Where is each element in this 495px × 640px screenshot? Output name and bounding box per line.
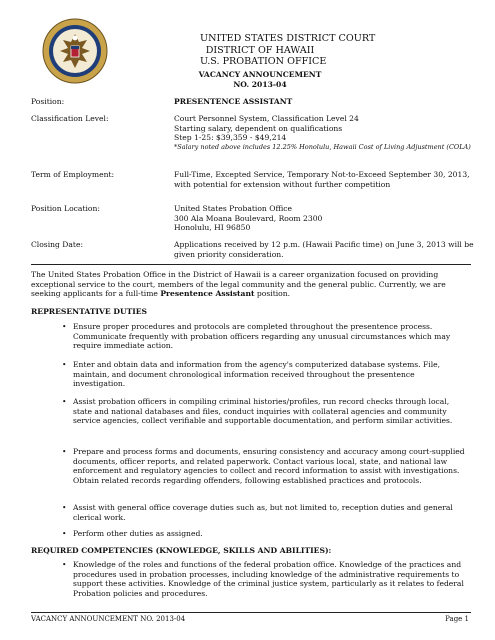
header-divider <box>31 264 471 265</box>
bullet-icon: • <box>62 360 67 369</box>
duty-item: Prepare and process forms and documents, ensuring consistency and accuracy among court-supplied documents, officer reports, and related paperwork. Contact various local, state, and national law enforcement and regulatory agencies to collect and record information to assist with investigations. Obtain related records regarding offenders, following established practices and protocols. <box>73 447 465 485</box>
duty-item: Perform other duties as assigned. <box>73 529 203 538</box>
competency-item: Knowledge of the roles and functions of the federal probation office. Knowledge of the practices and procedures used in probation processes, including knowledge of the administrative requirements to support these activities. Knowledge of the criminal justice system, particularly as it relates to federal Probation policies and procedures. <box>73 560 464 598</box>
position-label: Position: <box>31 97 65 106</box>
intro-text: The United States Probation Office in the District of Hawaii is a career organization focused on providing exceptional service to the court, members of the legal community and the general public. Currently, we are seeking applicants for a full-time <box>31 270 446 299</box>
classification-line: Step 1-25: $39,359 - $49,214 <box>174 133 287 143</box>
classification-label: Classification Level: <box>31 114 109 123</box>
classification-line: Starting salary, dependent on qualifications <box>174 123 343 133</box>
footer-divider <box>31 612 471 613</box>
district-name: DISTRICT OF HAWAII <box>205 44 315 56</box>
classification-value <box>174 114 474 151</box>
intro-position-name: Presentence Assistant <box>160 289 255 299</box>
term-value: Full-Time, Excepted Service, Temporary Not-to-Exceed September 30, 2013, with potential for extension without further competition <box>174 170 470 189</box>
footer-announcement: VACANCY ANNOUNCEMENT NO. 2013-04 <box>31 615 186 623</box>
duty-item: Assist probation officers in compiling criminal histories/profiles, run record checks through local, state and national databases and files, conduct inquiries with collateral agencies and community service agencies, collect verifiable and supportable documentation, and perform similar activities. <box>73 397 453 426</box>
court-name: UNITED STATES DISTRICT COURT <box>200 33 376 44</box>
bullet-icon: • <box>62 447 67 456</box>
closing-value: Applications received by 12 p.m. (Hawaii Pacific time) on June 3, 2013 will be given priority consideration. <box>174 240 474 259</box>
bullet-icon: • <box>62 397 67 406</box>
court-header <box>200 33 376 68</box>
court-seal-icon <box>42 18 108 84</box>
location-value <box>174 204 474 233</box>
bullet-icon: • <box>62 560 67 569</box>
bullet-icon: • <box>62 529 67 538</box>
announcement-number: NO. 2013-04 <box>233 80 287 89</box>
duty-item: Assist with general office coverage duties such as, but not limited to, reception duties and general clerical work. <box>73 503 453 522</box>
salary-note: *Salary noted above includes 12.25% Honolulu, Hawaii Cost of Living Adjustment (COLA) <box>174 142 471 151</box>
office-name: U.S. PROBATION OFFICE <box>200 56 327 68</box>
duties-title: REPRESENTATIVE DUTIES <box>31 307 148 316</box>
intro-text-end: position. <box>254 289 291 299</box>
classification-line: Court Personnel System, Classification Level 24 <box>174 114 359 123</box>
closing-label: Closing Date: <box>31 240 84 249</box>
location-label: Position Location: <box>31 204 100 213</box>
bullet-icon: • <box>62 503 67 512</box>
duty-item: Ensure proper procedures and protocols are completed throughout the presentence process. Communicate frequently with probation officers regarding any unusual circumstances which may require immediate action. <box>73 322 451 351</box>
duty-item: Enter and obtain data and information from the agency's computerized database systems. File, maintain, and document chronological information received throughout the presentence investigation. <box>73 360 441 389</box>
vacancy-heading <box>165 70 355 90</box>
intro-paragraph <box>31 270 469 299</box>
competencies-title: REQUIRED COMPETENCIES (KNOWLEDGE, SKILLS AND ABILITIES): <box>31 546 332 555</box>
bullet-icon: • <box>62 322 67 331</box>
term-label: Term of Employment: <box>31 170 115 179</box>
announcement-title: VACANCY ANNOUNCEMENT <box>198 70 322 79</box>
position-value: PRESENTENCE ASSISTANT <box>174 97 293 106</box>
location-line: United States Probation Office <box>174 204 293 213</box>
page-number: Page 1 <box>445 615 469 623</box>
location-line: Honolulu, HI 96850 <box>174 223 251 233</box>
location-line: 300 Ala Moana Boulevard, Room 2300 <box>174 213 323 223</box>
